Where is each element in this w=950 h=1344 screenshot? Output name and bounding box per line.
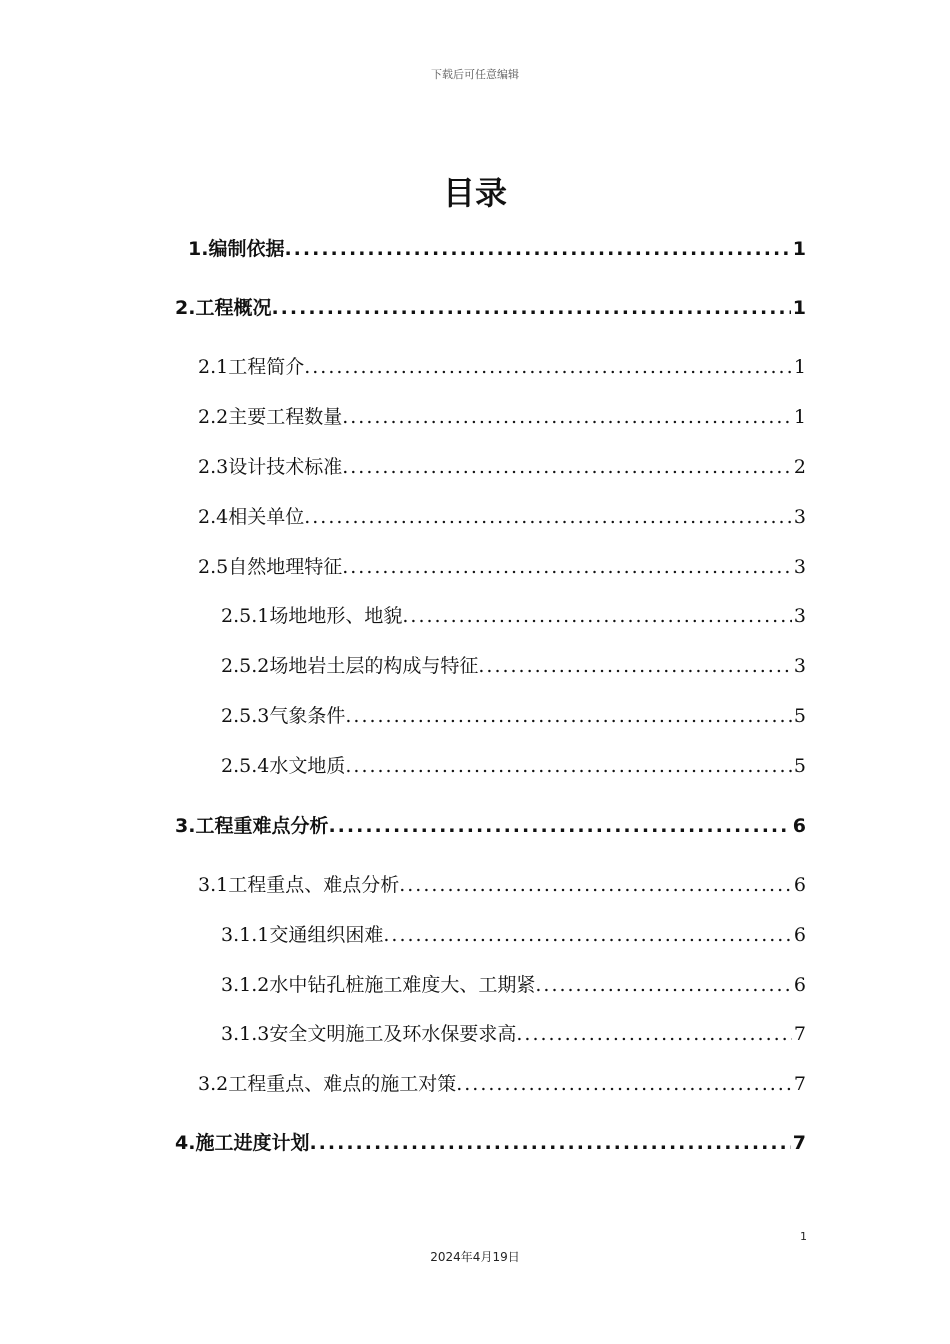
toc-entry-page: 7: [792, 1132, 806, 1154]
toc-entry-page: 1: [792, 238, 806, 260]
toc-entry-label: 2.5自然地理特征: [198, 556, 343, 578]
toc-entry-page: 3: [793, 605, 806, 627]
toc-leader: [284, 234, 790, 264]
toc-leader: [478, 651, 792, 681]
toc-leader: [399, 870, 792, 900]
toc-entry-page: 5: [793, 755, 806, 777]
toc-entry-label: 2.5.3气象条件: [221, 705, 346, 727]
toc-entry-page: 5: [793, 705, 806, 727]
toc-leader: [345, 701, 792, 731]
toc-entry-label: 3.1.2水中钻孔桩施工难度大、工期紧: [221, 974, 536, 996]
toc-entry[interactable]: [221, 1019, 806, 1049]
toc-entry-page: 3: [793, 556, 806, 578]
page-title: 目录: [442, 174, 507, 212]
toc-entry[interactable]: [175, 811, 806, 841]
toc-entry-page: 2: [793, 456, 806, 478]
toc-entry-page: 6: [792, 815, 806, 837]
footer-date: 2024年4月19日: [430, 1250, 520, 1264]
page-number: 1: [800, 1230, 807, 1243]
toc-entry-label: 2.2主要工程数量: [198, 406, 343, 428]
toc-entry-page: 7: [793, 1073, 806, 1095]
toc-entry-label: 2.5.1场地地形、地貌: [221, 605, 403, 627]
toc-entry[interactable]: [198, 452, 806, 482]
toc-entry[interactable]: [221, 701, 806, 731]
toc-entry-label: 2.4相关单位: [198, 506, 305, 528]
toc-leader: [342, 402, 792, 432]
toc-entry[interactable]: [188, 234, 806, 264]
toc-entry[interactable]: [221, 970, 806, 1000]
toc-entry[interactable]: [175, 293, 806, 323]
toc-leader: [304, 502, 792, 532]
toc-entry[interactable]: [198, 502, 806, 532]
toc-leader: [342, 552, 792, 582]
toc-entry[interactable]: [198, 1069, 806, 1099]
toc-entry-label: 3.2工程重点、难点的施工对策: [198, 1073, 457, 1095]
toc-leader: [304, 352, 792, 382]
page-header: 下载后可任意编辑: [431, 68, 519, 81]
toc-entry-page: 1: [793, 356, 806, 378]
toc-entry[interactable]: [198, 402, 806, 432]
toc-entry-page: 3: [793, 506, 806, 528]
toc-leader: [309, 1128, 790, 1158]
toc-entry[interactable]: [221, 751, 806, 781]
toc-entry[interactable]: [221, 601, 806, 631]
toc-entry[interactable]: [198, 352, 806, 382]
toc-leader: [516, 1019, 792, 1049]
toc-entry-label: 2.5.4水文地质: [221, 755, 346, 777]
toc-entry-page: 1: [792, 297, 806, 319]
toc-leader: [402, 601, 792, 631]
toc-entry-page: 1: [793, 406, 806, 428]
toc-entry[interactable]: [175, 1128, 806, 1158]
toc-leader: [456, 1069, 792, 1099]
toc-entry-label: 3.1工程重点、难点分析: [198, 874, 400, 896]
toc-entry-label: 3.工程重难点分析: [175, 815, 329, 837]
toc-leader: [535, 970, 792, 1000]
toc-entry-label: 2.3设计技术标准: [198, 456, 343, 478]
toc-entry-label: 1.编制依据: [188, 238, 285, 260]
toc-leader: [271, 293, 790, 323]
toc-entry-label: 2.1工程简介: [198, 356, 305, 378]
toc-entry[interactable]: [221, 920, 806, 950]
toc-leader: [383, 920, 792, 950]
toc-entry[interactable]: [221, 651, 806, 681]
toc-leader: [328, 811, 790, 841]
toc-entry[interactable]: [198, 870, 806, 900]
toc-entry-page: 6: [793, 974, 806, 996]
toc-entry-label: 3.1.3安全文明施工及环水保要求高: [221, 1023, 517, 1045]
toc-entry[interactable]: [198, 552, 806, 582]
toc-entry-label: 4.施工进度计划: [175, 1132, 310, 1154]
toc-entry-page: 3: [793, 655, 806, 677]
toc-entry-label: 2.5.2场地岩土层的构成与特征: [221, 655, 479, 677]
toc-entry-label: 2.工程概况: [175, 297, 272, 319]
toc-entry-page: 7: [793, 1023, 806, 1045]
toc-leader: [342, 452, 792, 482]
toc-entry-label: 3.1.1交通组织困难: [221, 924, 384, 946]
toc-entry-page: 6: [793, 874, 806, 896]
toc-leader: [345, 751, 792, 781]
toc-entry-page: 6: [793, 924, 806, 946]
